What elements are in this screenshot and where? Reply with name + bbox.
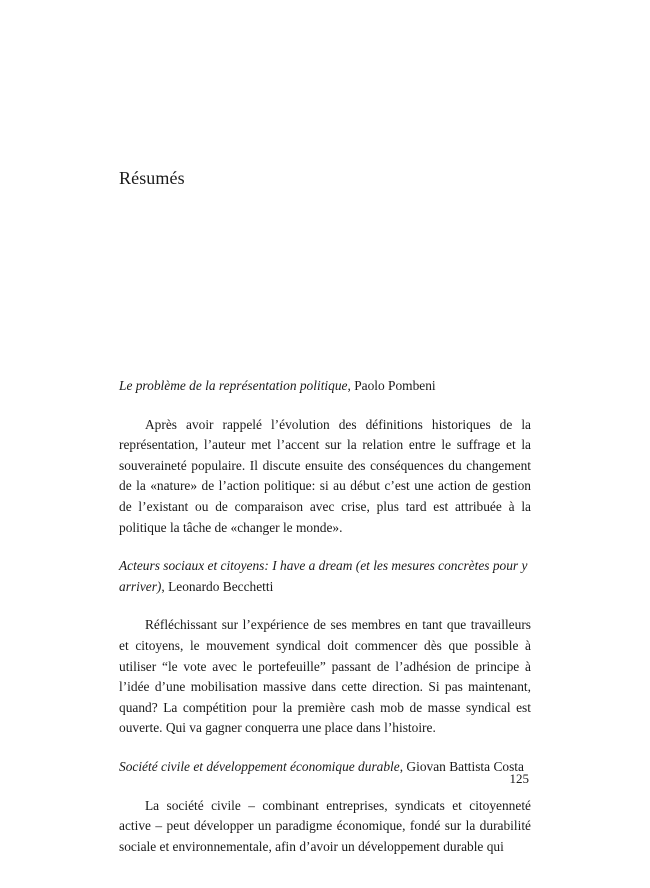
- abstract-entry: [119, 556, 531, 739]
- entry-abstract: Réfléchissant sur l’expérience de ses membres en tant que travailleurs et citoyens, le mouvement syndical doit commencer dès que possible à utiliser “le vote avec le portefeuille” passant de l’adhésion de principe à l’idée d’une mobilisation massive dans cette direction. Si pas maintenant, quand? La compétition pour la première cash mob de masse syndical est ouverte. Qui va gagner conquerra une place dans l’histoire.: [119, 617, 531, 736]
- abstract-entry: [119, 757, 531, 857]
- abstracts-list: [119, 376, 531, 875]
- entry-title: Acteurs sociaux et citoyens: I have a dream (et les mesures concrètes pour y arriver): [119, 558, 528, 594]
- entry-abstract: Après avoir rappelé l’évolution des définitions historiques de la représentation, l’auteur met l’accent sur la relation entre le suffrage et la souveraineté populaire. Il discute ensuite des conséquences du changement de la «nature» de l’action politique: si au début c’est une action de gestion de l’existant ou de comparaison avec crise, plus tard est attribuée à la politique la tâche de «changer le monde».: [119, 416, 531, 535]
- entry-title: Le problème de la représentation politique: [119, 378, 348, 393]
- entry-author: Leonardo Becchetti: [168, 578, 274, 594]
- entry-author: Giovan Battista Costa: [406, 758, 524, 774]
- entry-heading: Acteurs sociaux et citoyens: I have a dream (et les mesures concrètes pour y arriver), Leonardo Becchetti: [119, 558, 528, 594]
- entry-author: Paolo Pombeni: [354, 378, 436, 393]
- entry-heading: Le problème de la représentation politique, Paolo Pombeni: [119, 378, 436, 393]
- entry-heading: Société civile et développement économique durable, Giovan Battista Costa: [119, 758, 524, 774]
- entry-abstract: La société civile – combinant entreprises, syndicats et citoyenneté active – peut développer un paradigme économique, fondé sur la durabilité sociale et environnementale, afin d’avoir un développement durable qui: [119, 797, 531, 854]
- entry-title: Société civile et développement économique durable: [119, 758, 400, 774]
- page-number: 125: [509, 771, 529, 786]
- abstract-entry: [119, 376, 531, 538]
- section-title: Résumés: [119, 168, 185, 188]
